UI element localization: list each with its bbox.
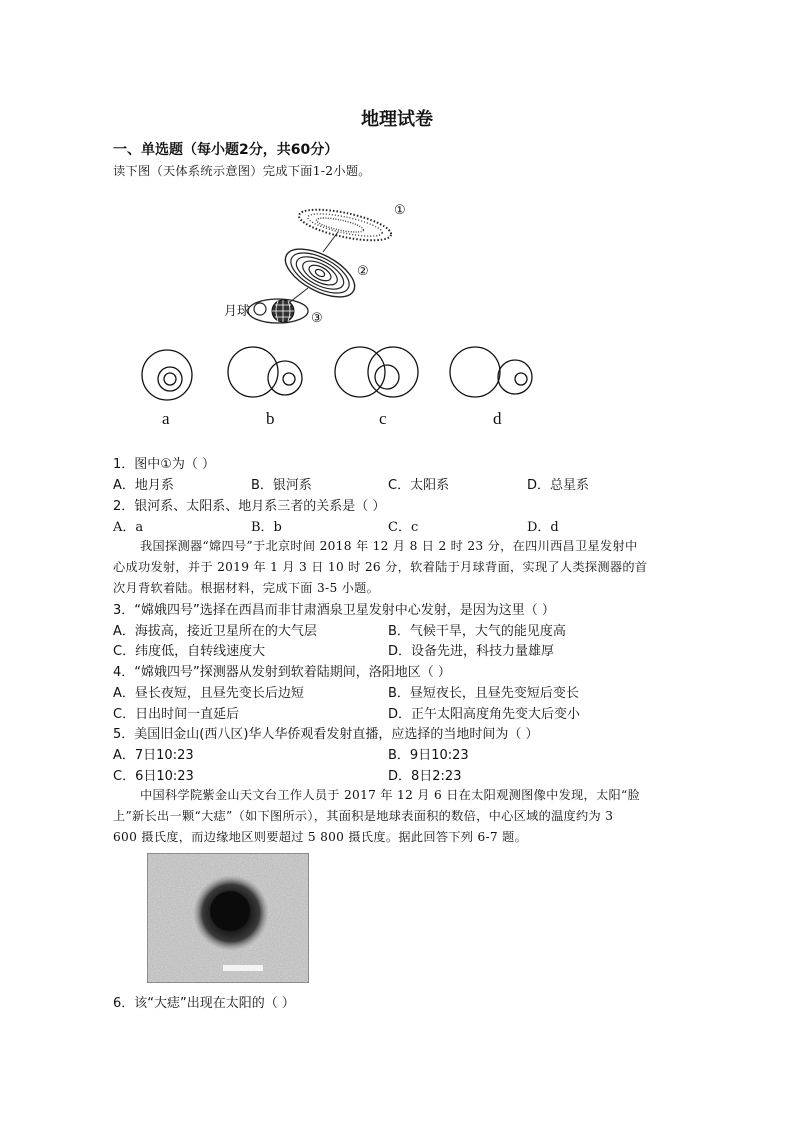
- q4-option-a: A．昼长夜短，且昼先变长后边短: [113, 686, 304, 701]
- passage-3-5-line-1: 我国探测器“嫦四号”于北京时间 2018 年 12 月 8 日 2 时 23 分，在四川西昌卫星发射中: [140, 539, 638, 553]
- q5-option-a: A．7日10:23: [113, 748, 194, 763]
- marker-2: ②: [357, 264, 369, 279]
- q3-option-c: C．纬度低，自转线速度大: [113, 644, 266, 659]
- passage-6-7-line-1: 中国科学院紫金山天文台工作人员于 2017 年 12 月 6 日在太阳观测图像中发现，太阳“脸: [140, 788, 641, 802]
- sunspot-image: [147, 853, 309, 983]
- solar-system-ellipse: [278, 239, 362, 306]
- question-4: 4．“嫦娥四号”探测器从发射到软着陆期间，洛阳地区（ ）: [113, 665, 451, 680]
- marker-1: ①: [394, 203, 406, 218]
- q1-option-c: C．太阳系: [388, 478, 450, 493]
- passage-3-5-line-2: 心成功发射，并于 2019 年 1 月 3 日 10 时 26 分，软着陆于月球背面，实现了人类探测器的首: [113, 560, 648, 574]
- passage-6-7-line-2: 上”新长出一颗“大痣”（如下图所示），其面积是地球表面积的数倍，中心区域的温度约为 3: [113, 809, 614, 823]
- passage-3-5-line-3: 次月背软着陆。根据材料，完成下面 3-5 小题。: [113, 581, 380, 595]
- diagram-d: [450, 347, 532, 397]
- q1-option-b: B．银河系: [251, 478, 312, 493]
- question-6: 6．该“大痣”出现在太阳的（ ）: [113, 996, 295, 1011]
- q3-option-d: D．设备先进，科技力量雄厚: [388, 644, 555, 659]
- q4-option-b: B．昼短夜长，且昼先变短后变长: [388, 686, 579, 701]
- diagram-label-b: b: [266, 409, 275, 428]
- earth-moon-system: [248, 299, 308, 323]
- diagram-a: [142, 350, 192, 400]
- q5-option-c: C．6日10:23: [113, 769, 194, 784]
- question-5: 5．美国旧金山(西八区)华人华侨观看发射直播，应选择的当地时间为（ ）: [113, 727, 539, 742]
- galaxy-ellipse: [297, 203, 394, 246]
- q4-option-d: D．正午太阳高度角先变大后变小: [388, 707, 581, 722]
- q3-option-b: B．气候干旱，大气的能见度高: [388, 624, 566, 639]
- q3-option-a: A．海拔高，接近卫星所在的大气层: [113, 624, 317, 639]
- scale-bar: [223, 965, 263, 971]
- relationship-diagrams: [130, 340, 550, 410]
- moon-label: 月球: [224, 304, 251, 319]
- q5-option-b: B．9日10:23: [388, 748, 469, 763]
- q5-option-d: D．8日2:23: [388, 769, 462, 784]
- q4-option-c: C．日出时间一直延后: [113, 707, 240, 722]
- q2-option-d: D．d: [527, 520, 559, 535]
- passage-6-7-line-3: 600 摄氏度，而边缘地区则要超过 5 800 摄氏度。据此回答下列 6-7 题。: [113, 830, 528, 844]
- diagram-label-a: a: [162, 409, 170, 428]
- moon-icon: [254, 303, 266, 315]
- diagram-c: [335, 347, 418, 397]
- marker-3: ③: [311, 311, 323, 326]
- intro-1-2: 读下图（天体系统示意图）完成下面1-2小题。: [113, 164, 371, 178]
- diagram-label-c: c: [379, 409, 387, 428]
- q1-option-d: D．总星系: [527, 478, 590, 493]
- q2-option-b: B．b: [251, 520, 282, 535]
- section-heading: 一、单选题（每小题2分，共60分）: [113, 142, 339, 158]
- question-3: 3．“嫦娥四号”选择在西昌而非甘肃酒泉卫星发射中心发射，是因为这里（ ）: [113, 603, 555, 618]
- q2-option-a: A．a: [113, 520, 144, 535]
- page-title: 地理试卷: [361, 109, 433, 130]
- question-1: 1．图中①为（ ）: [113, 457, 216, 472]
- diagram-label-d: d: [493, 409, 502, 428]
- diagram-b: [228, 347, 302, 397]
- q2-option-c: C．c: [388, 520, 419, 535]
- sunspot-umbra: [210, 891, 250, 931]
- question-2: 2．银河系、太阳系、地月系三者的关系是（ ）: [113, 499, 386, 514]
- q1-option-a: A．地月系: [113, 478, 174, 493]
